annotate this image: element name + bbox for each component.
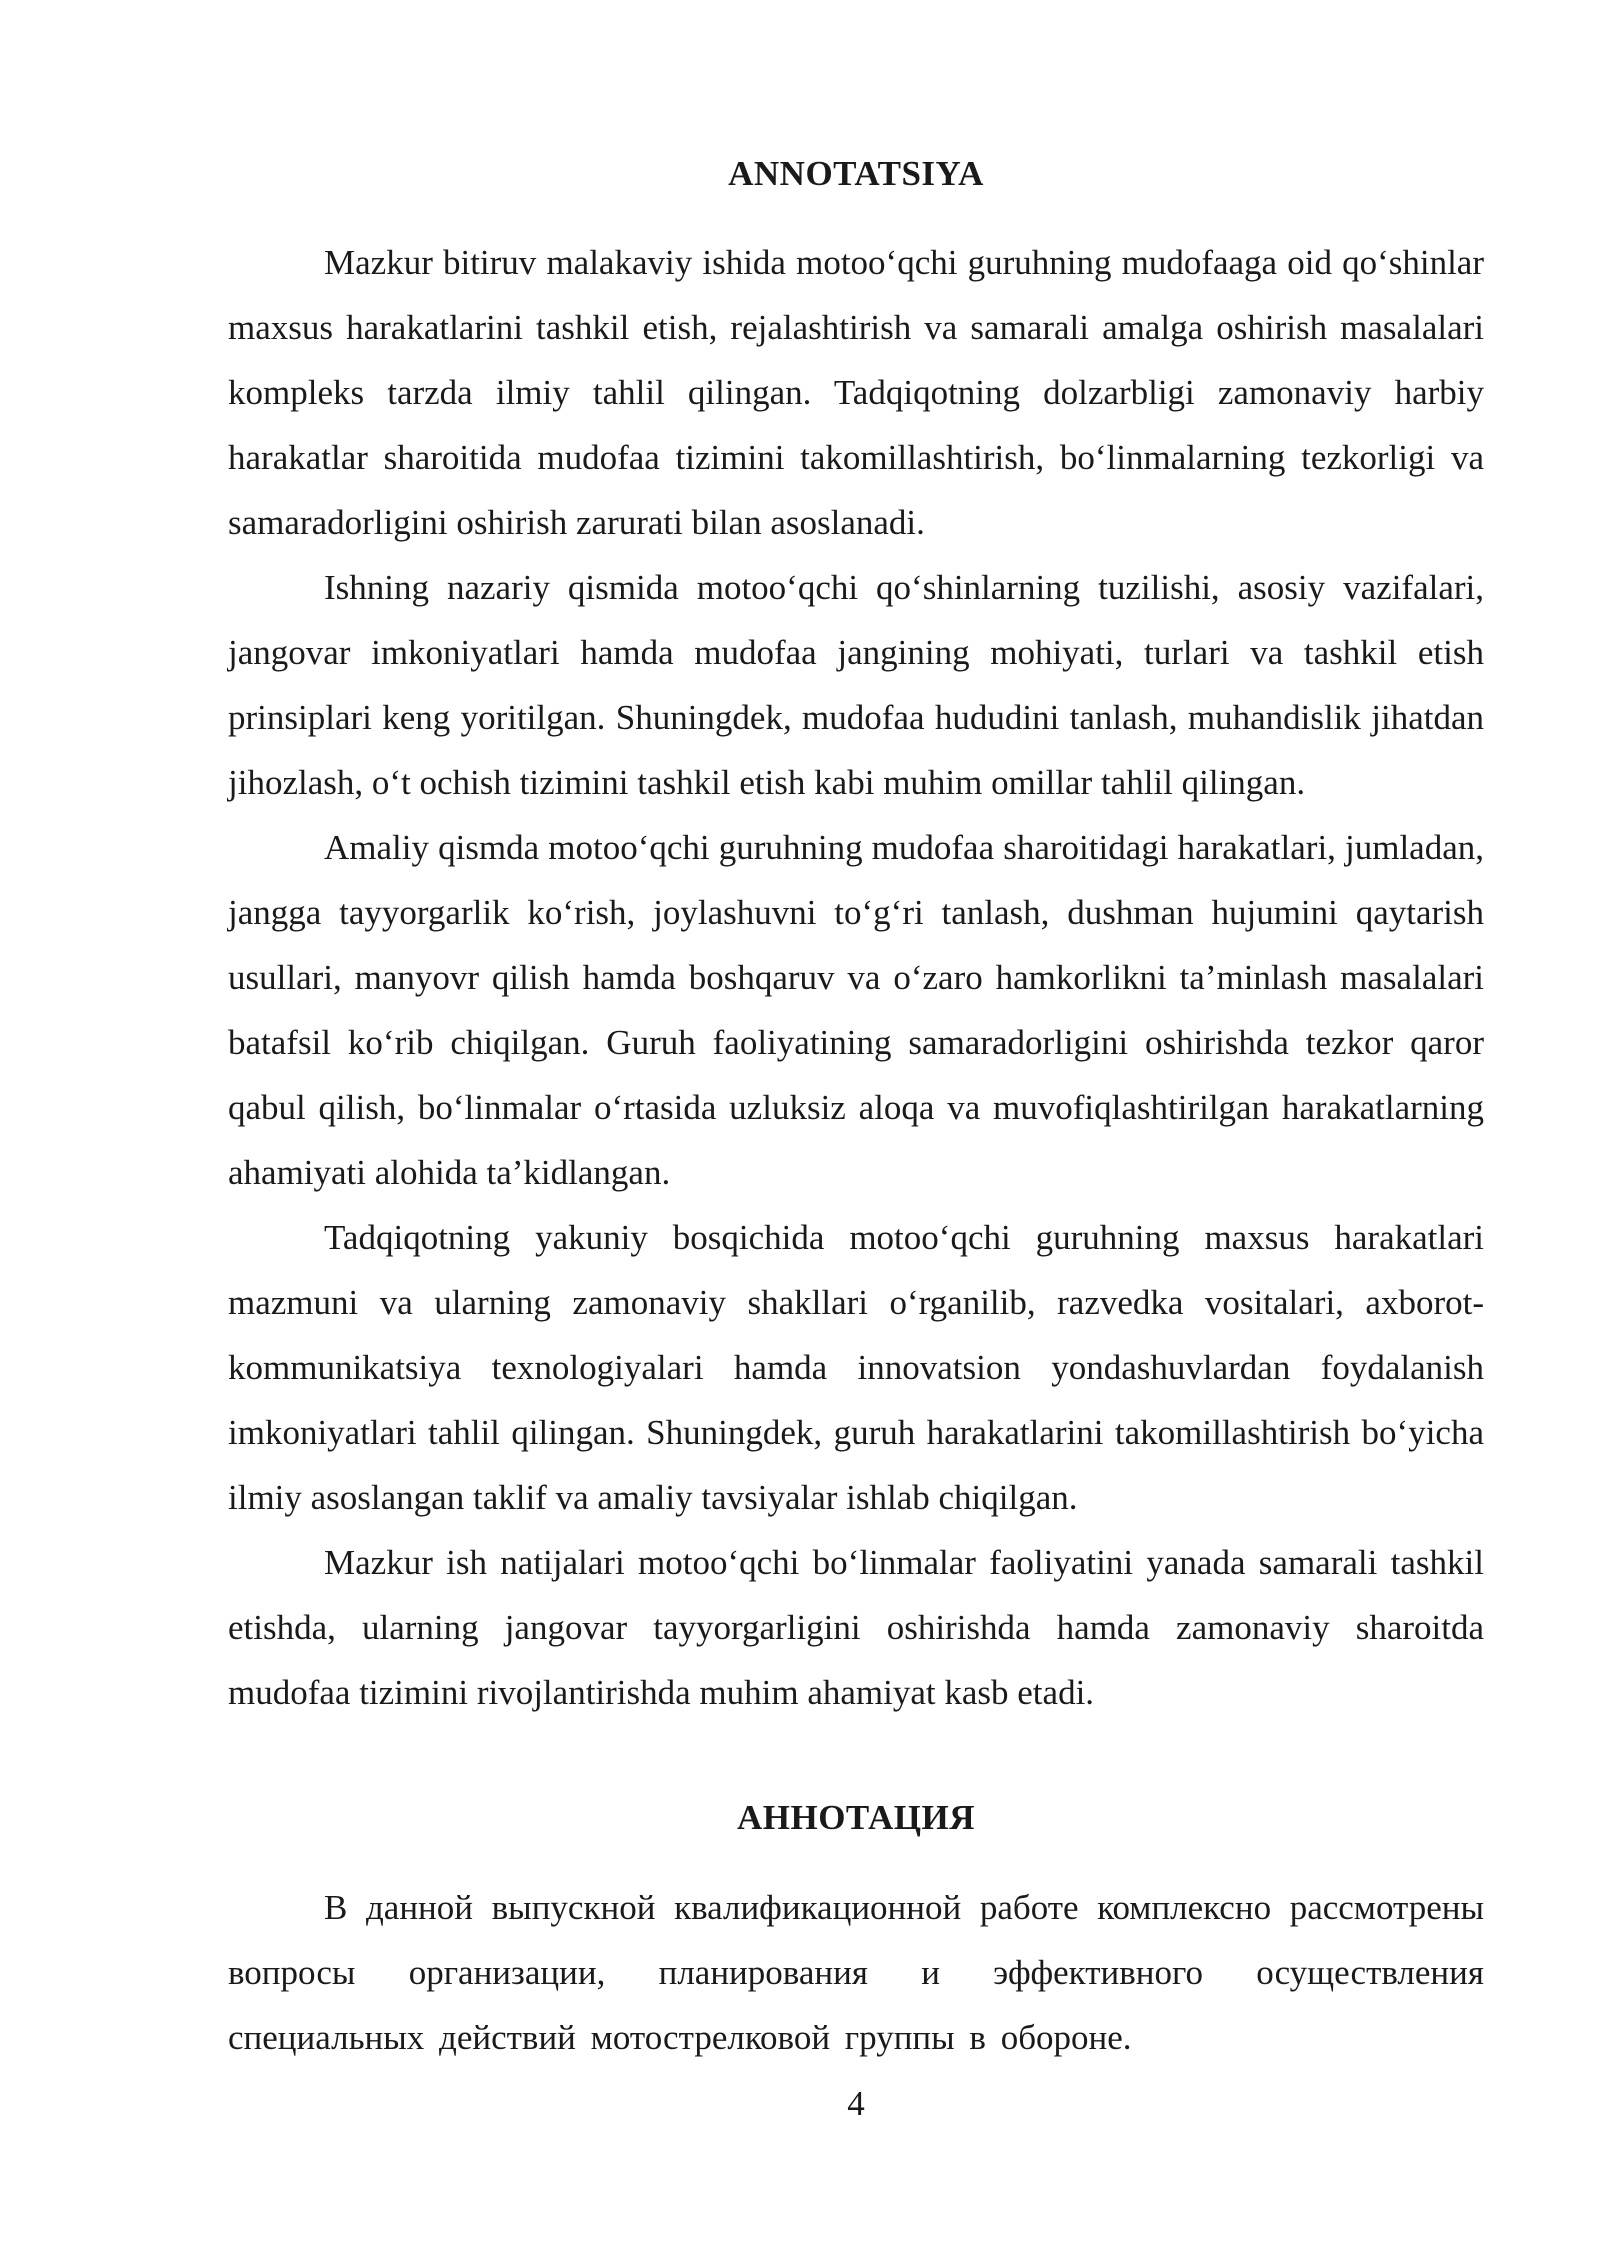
paragraph-uz-2: Ishning nazariy qismida motoo‘qchi qo‘shinlarning tuzilishi, asosiy vazifalari, jangovar imkoniyatlari hamda mudofaa jangining mohiyati, turlari va tashkil etish prinsiplari keng yoritilgan. Shuningdek, mudofaa hududini tanlash, muhandislik jihatdan jihozlash, o‘t ochish tizimini tashkil etish kabi muhim omillar tahlil qilingan. xyxy=(228,568,1484,802)
section-title-ru: АННОТАЦИЯ xyxy=(736,1798,976,1837)
document-page xyxy=(228,0,1484,2262)
paragraph-uz-5: Mazkur ish natijalari motoo‘qchi bo‘linmalar faoliyatini yanada samarali tashkil etishda, ularning jangovar tayyorgarligini oshirishda hamda zamonaviy sharoitda mudofaa tizimini rivojlantirishda muhim ahamiyat kasb etadi. xyxy=(228,1543,1484,1712)
paragraph-uz-3: Amaliy qismda motoo‘qchi guruhning mudofaa sharoitidagi harakatlari, jumladan, jangga tayyorgarlik ko‘rish, joylashuvni to‘g‘ri tanlash, dushman hujumini qaytarish usullari, manyovr qilish hamda boshqaruv va o‘zaro hamkorlikni ta’minlash masalalari batafsil ko‘rib chiqilgan. Guruh faoliyatining samaradorligini oshirishda tezkor qaror qabul qilish, bo‘linmalar o‘rtasida uzluksiz aloqa va muvofiqlashtirilgan harakatlarning ahamiyati alohida ta’kidlangan. xyxy=(228,828,1484,1192)
paragraph-uz-1: Mazkur bitiruv malakaviy ishida motoo‘qchi guruhning mudofaaga oid qo‘shinlar maxsus harakatlarini tashkil etish, rejalashtirish va samarali amalga oshirish masalalari kompleks tarzda ilmiy tahlil qilingan. Tadqiqotning dolzarbligi zamonaviy harbiy harakatlar sharoitida mudofaa tizimini takomillashtirish, bo‘linmalarning tezkorligi va samaradorligini oshirish zarurati bilan asoslanadi. xyxy=(228,243,1484,542)
paragraph-uz-4: Tadqiqotning yakuniy bosqichida motoo‘qchi guruhning maxsus harakatlari mazmuni va ularning zamonaviy shakllari o‘rganilib, razvedka vositalari, axborot-kommunikatsiya texnologiyalari hamda innovatsion yondashuvlardan foydalanish imkoniyatlari tahlil qilingan. Shuningdek, guruh harakatlarini takomillashtirish bo‘yicha ilmiy asoslangan taklif va amaliy tavsiyalar ishlab chiqilgan. xyxy=(228,1218,1484,1517)
section-body-ru xyxy=(228,1875,1484,2070)
section-body-uz xyxy=(228,230,1484,1725)
paragraph-ru-1: В данной выпускной квалификационной работе комплексно рассмотрены вопросы организации, планирования и эффективного осуществления специальных действий мотострелковой группы в обороне. xyxy=(228,1888,1484,2057)
page-number: 4 xyxy=(847,2084,865,2123)
section-title-uz: ANNOTATSIYA xyxy=(728,154,984,193)
